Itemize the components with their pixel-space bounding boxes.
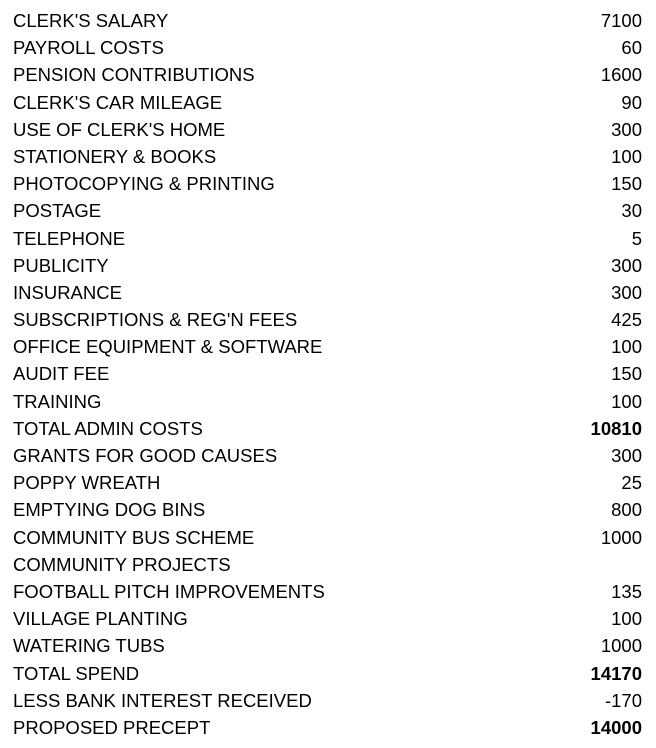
row-amount-total: 14170 (590, 662, 642, 684)
budget-row-proposed-precept (13, 714, 642, 741)
budget-row-subscriptions-regn-fees (13, 306, 642, 333)
row-amount: 100 (611, 145, 642, 167)
row-amount: 30 (621, 200, 642, 222)
row-amount: -170 (604, 689, 642, 711)
row-amount: 300 (611, 445, 642, 466)
budget-row-clerks-salary (13, 7, 642, 34)
budget-row-clerks-car-mileage (13, 89, 642, 116)
budget-row-poppy-wreath (13, 469, 642, 496)
row-amount: 1000 (600, 635, 642, 657)
row-label: CLERK'S SALARY (13, 10, 169, 31)
row-label: LESS BANK INTEREST RECEIVED (13, 689, 312, 711)
row-label: TELEPHONE (13, 227, 126, 249)
row-amount-total: 14000 (590, 716, 642, 738)
budget-row-audit-fee (13, 360, 642, 387)
row-amount: 25 (621, 472, 642, 494)
row-amount: 90 (621, 91, 642, 113)
row-label: POSTAGE (13, 200, 102, 222)
budget-table (13, 7, 642, 741)
row-amount: 135 (611, 580, 642, 602)
row-label: VILLAGE PLANTING (13, 608, 188, 630)
row-label: PHOTOCOPYING & PRINTING (13, 173, 275, 195)
row-label: GRANTS FOR GOOD CAUSES (13, 445, 278, 466)
budget-row-office-equipment-software (13, 333, 642, 360)
row-label: EMPTYING DOG BINS (13, 499, 206, 521)
budget-row-insurance (13, 279, 642, 306)
row-label: PAYROLL COSTS (13, 37, 164, 59)
row-amount: 300 (611, 281, 642, 303)
budget-row-postage (13, 197, 642, 224)
row-amount: 150 (611, 173, 642, 195)
row-label: SUBSCRIPTIONS & REG'N FEES (13, 309, 298, 331)
row-label: PUBLICITY (13, 254, 109, 276)
row-label: TOTAL ADMIN COSTS (13, 417, 203, 439)
budget-row-football-pitch-improvements (13, 578, 642, 605)
row-amount: 425 (611, 309, 642, 331)
budget-row-less-bank-interest (13, 687, 642, 714)
budget-row-publicity (13, 252, 642, 279)
budget-row-pension-contributions (13, 61, 642, 88)
row-label: AUDIT FEE (13, 363, 110, 385)
row-amount: 150 (611, 363, 642, 385)
row-label: PENSION CONTRIBUTIONS (13, 64, 255, 86)
budget-row-community-projects-heading (13, 551, 642, 578)
budget-row-photocopying-printing (13, 170, 642, 197)
budget-row-training (13, 388, 642, 415)
row-label: CLERK'S CAR MILEAGE (13, 91, 223, 113)
budget-row-village-planting (13, 605, 642, 632)
row-label: FOOTBALL PITCH IMPROVEMENTS (13, 580, 325, 602)
budget-row-stationery-books (13, 143, 642, 170)
row-label: OFFICE EQUIPMENT & SOFTWARE (13, 336, 323, 358)
row-label: WATERING TUBS (13, 635, 165, 657)
row-label: USE OF CLERK'S HOME (13, 118, 226, 140)
row-amount: 5 (631, 227, 642, 249)
row-label: INSURANCE (13, 281, 122, 303)
row-amount: 60 (621, 37, 642, 59)
row-amount: 7100 (600, 10, 642, 31)
budget-row-emptying-dog-bins (13, 496, 642, 523)
row-label: STATIONERY & BOOKS (13, 145, 217, 167)
budget-row-telephone (13, 225, 642, 252)
row-label: COMMUNITY BUS SCHEME (13, 526, 255, 548)
row-amount: 300 (611, 118, 642, 140)
budget-row-total-spend (13, 660, 642, 687)
row-amount: 1000 (600, 526, 642, 548)
row-label: TRAINING (13, 390, 102, 412)
budget-row-community-bus-scheme (13, 524, 642, 551)
row-amount: 1600 (600, 64, 642, 86)
row-label: COMMUNITY PROJECTS (13, 553, 231, 575)
row-amount: 800 (611, 499, 642, 521)
budget-row-watering-tubs (13, 632, 642, 659)
budget-row-grants-for-good-causes (13, 442, 642, 469)
row-amount-total: 10810 (590, 417, 642, 439)
row-amount: 100 (611, 390, 642, 412)
row-amount: 300 (611, 254, 642, 276)
budget-row-total-admin-costs (13, 415, 642, 442)
row-label: POPPY WREATH (13, 472, 161, 494)
row-amount: 100 (611, 608, 642, 630)
budget-row-use-of-clerks-home (13, 116, 642, 143)
row-label: TOTAL SPEND (13, 662, 140, 684)
row-label: PROPOSED PRECEPT (13, 716, 211, 738)
budget-row-payroll-costs (13, 34, 642, 61)
row-amount: 100 (611, 336, 642, 358)
